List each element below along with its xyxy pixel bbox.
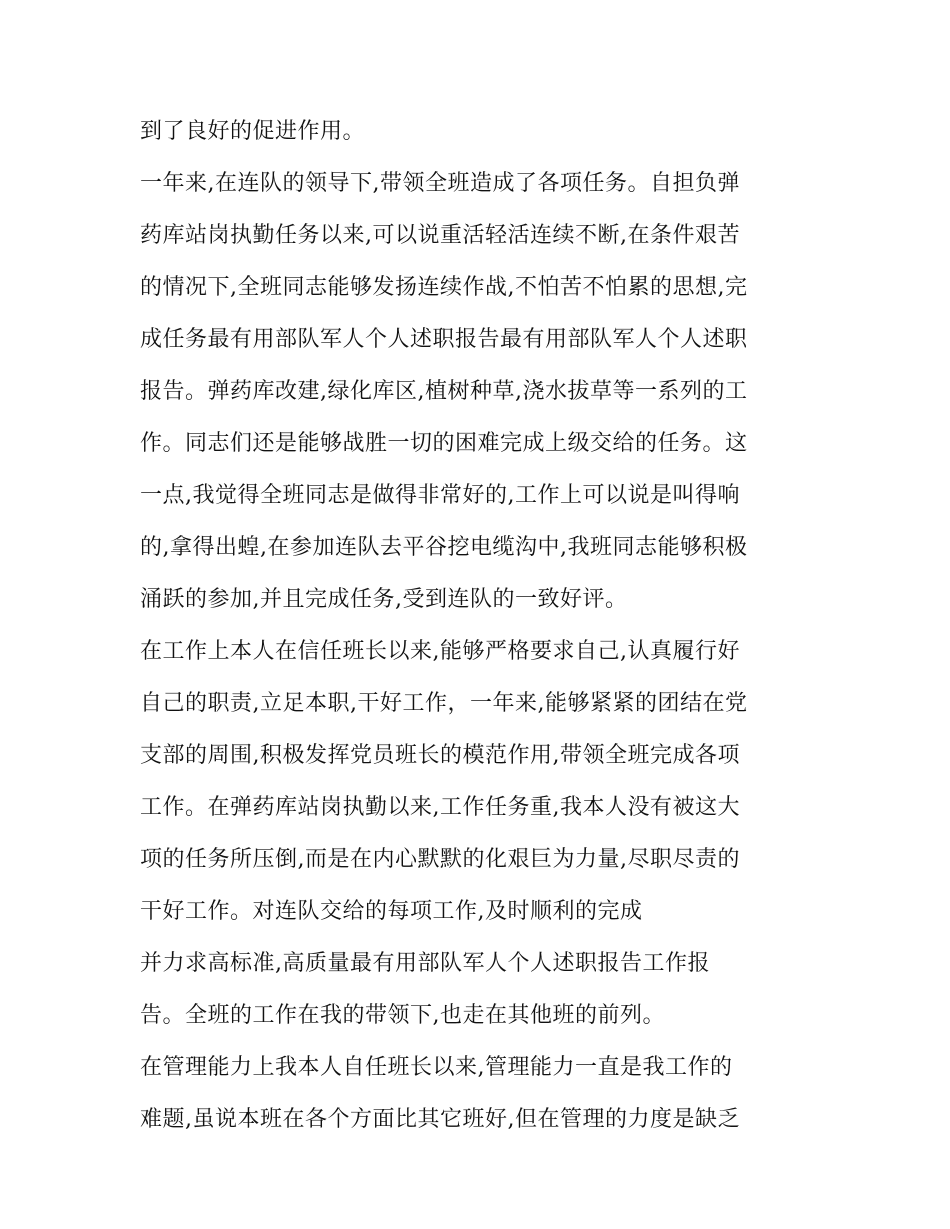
text-line: 在工作上本人在信任班长以来,能够严格要求自己,认真履行好 [140, 639, 740, 664]
text-line: 作。同志们还是能够战胜一切的困难完成上级交给的任务。这 [140, 431, 748, 456]
text-line: 并力求高标准,高质量最有用部队军人个人述职报告工作报 [140, 951, 710, 976]
text-line: 涌跃的参加,并且完成任务,受到连队的一致好评。 [140, 587, 628, 612]
text-line: 到了良好的促进作用。 [140, 119, 366, 144]
text-line: 的,拿得出蝗,在参加连队去平谷挖电缆沟中,我班同志能够积极 [140, 535, 748, 560]
text-line: 工作。在弹药库站岗执勤以来,工作任务重,我本人没有被这大 [140, 795, 740, 820]
text-line: 项的任务所压倒,而是在内心默默的化艰巨为力量,尽职尽责的 [140, 847, 740, 872]
text-line: 一年来,在连队的领导下,带领全班造成了各项任务。自担负弹 [140, 171, 740, 196]
text-line: 自己的职责,立足本职,干好工作，一年来,能够紧紧的团结在党 [140, 691, 748, 716]
text-line: 报告。弹药库改建,绿化库区,植树种草,浇水拔草等一系列的工 [140, 379, 748, 404]
text-line: 一点,我觉得全班同志是做得非常好的,工作上可以说是叫得响 [140, 483, 740, 508]
text-line: 药库站岗执勤任务以来,可以说重活轻活连续不断,在条件艰苦 [140, 223, 740, 248]
text-line: 告。全班的工作在我的带领下,也走在其他班的前列。 [140, 1003, 665, 1028]
document-body [140, 106, 820, 1146]
text-line: 干好工作。对连队交给的每项工作,及时顺利的完成 [140, 899, 643, 924]
text-line: 难题,虽说本班在各个方面比其它班好,但在管理的力度是缺乏 [140, 1107, 740, 1132]
text-line: 成任务最有用部队军人个人述职报告最有用部队军人个人述职 [140, 327, 748, 352]
text-line: 支部的周围,积极发挥党员班长的模范作用,带领全班完成各项 [140, 743, 740, 768]
text-line: 在管理能力上我本人自任班长以来,管理能力一直是我工作的 [140, 1055, 733, 1080]
text-line: 的情况下,全班同志能够发扬连续作战,不怕苦不怕累的思想,完 [140, 275, 748, 300]
